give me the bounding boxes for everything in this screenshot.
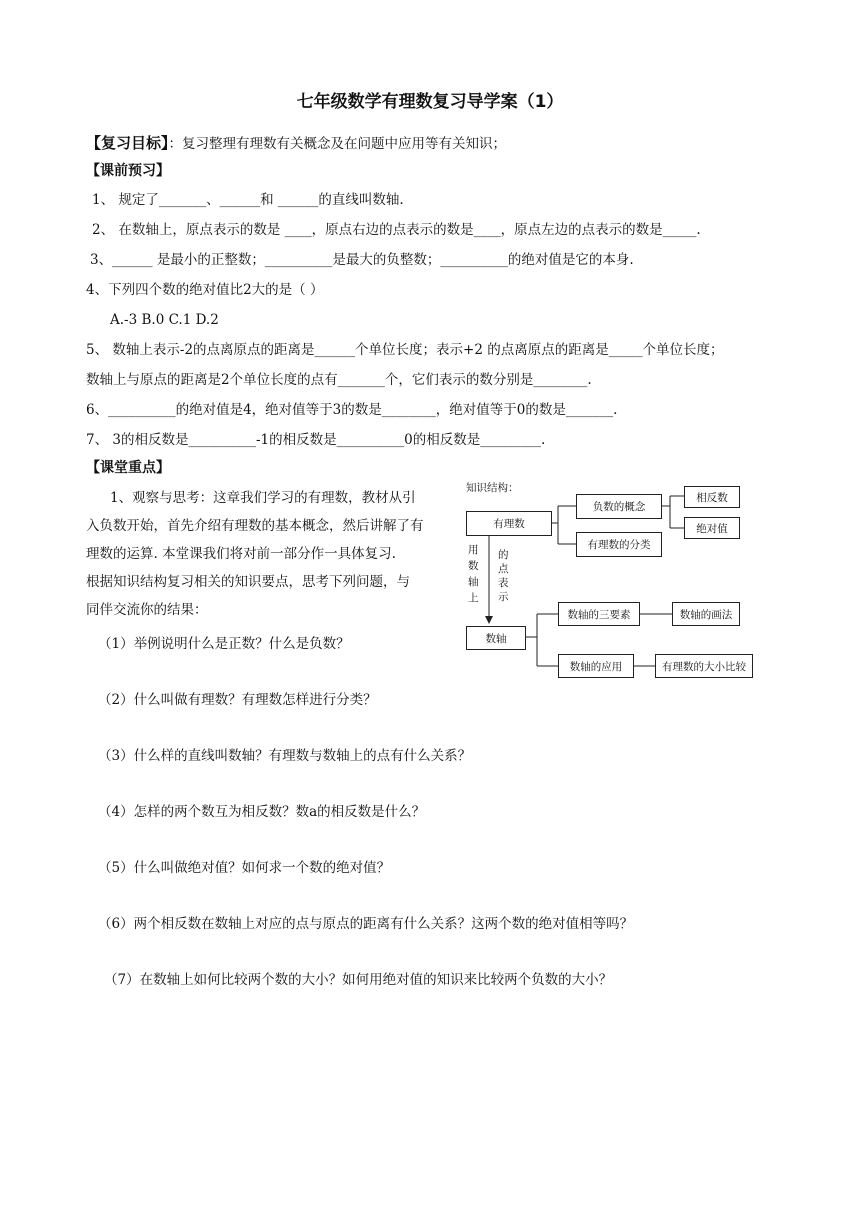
page-title: 七年级数学有理数复习导学案（1） bbox=[296, 92, 564, 112]
node-three-elements: 数轴的三要素 bbox=[558, 602, 640, 626]
node-size-comparison: 有理数的大小比较 bbox=[655, 654, 753, 678]
review-goal bbox=[86, 133, 506, 154]
node-negative-concept: 负数的概念 bbox=[576, 494, 662, 519]
classroom-para-line: 理数的运算. 本堂课我们将对前一部分作一具体复习. bbox=[86, 546, 396, 562]
classroom-para-line: 同伴交流你的结果： bbox=[86, 602, 208, 618]
question-2: （2）什么叫做有理数？有理数怎样进行分类？ bbox=[98, 692, 377, 708]
preview-heading: 【课前预习】 bbox=[86, 163, 170, 179]
classroom-para-line: 1、观察与思考：这章我们学习的有理数，教材从引 bbox=[110, 490, 416, 506]
preview-item-7: 7、 3的相反数是__________-1的相反数是__________0的相反数是_________. bbox=[86, 432, 546, 448]
question-3: （3）什么样的直线叫数轴？有理数与数轴上的点有什么关系？ bbox=[98, 748, 472, 764]
question-7: （7）在数轴上如何比较两个数的大小？如何用绝对值的知识来比较两个负数的大小？ bbox=[104, 972, 613, 988]
arrow-label-left: 用数轴上 bbox=[468, 544, 479, 604]
node-absolute-value: 绝对值 bbox=[684, 517, 740, 539]
classroom-para-line: 入负数开始，首先介绍有理数的基本概念，然后讲解了有 bbox=[86, 518, 424, 534]
node-axis-application: 数轴的应用 bbox=[558, 654, 634, 678]
node-rational-number: 有理数 bbox=[466, 511, 552, 536]
question-5: （5）什么叫做绝对值？如何求一个数的绝对值？ bbox=[98, 860, 391, 876]
preview-item-2: 2、 在数轴上，原点表示的数是 ____，原点右边的点表示的数是____，原点左边的点表示的数是_____. bbox=[92, 222, 701, 238]
preview-item-4: 4、下列四个数的绝对值比2大的是（ ） bbox=[86, 282, 324, 298]
preview-item-1: 1、 规定了_______、______和 ______的直线叫数轴. bbox=[92, 192, 404, 208]
node-axis-drawing: 数轴的画法 bbox=[672, 602, 740, 626]
question-1: （1）举例说明什么是正数？什么是负数？ bbox=[98, 636, 350, 652]
preview-item-5: 5、 数轴上表示-2的点离原点的距离是______个单位长度；表示+2 的点离原点的距离是_____个单位长度； bbox=[86, 342, 724, 358]
question-6: （6）两个相反数在数轴上对应的点与原点的距离有什么关系？这两个数的绝对值相等吗？ bbox=[98, 916, 634, 932]
preview-item-3: 3、______ 是最小的正整数；__________是最大的负整数；__________的绝对值是它的本身. bbox=[90, 252, 634, 268]
arrow-label-right: 的点表示 bbox=[498, 549, 509, 603]
node-opposite-number: 相反数 bbox=[684, 486, 740, 508]
knowledge-structure-diagram bbox=[462, 478, 760, 682]
review-goal-label: 【复习目标】 bbox=[86, 134, 169, 152]
question-4: （4）怎样的两个数互为相反数？数a的相反数是什么？ bbox=[98, 804, 426, 820]
preview-item-4-options: A.-3 B.0 C.1 D.2 bbox=[110, 312, 219, 328]
preview-item-6: 6、__________的绝对值是4，绝对值等于3的数是________，绝对值等于0的数是_______. bbox=[86, 402, 618, 418]
review-goal-text: ：复习整理有理数有关概念及在问题中应用等有关知识； bbox=[168, 136, 507, 152]
preview-item-5-cont: 数轴上与原点的距离是2个单位长度的点有_______个，它们表示的数分别是________. bbox=[86, 372, 592, 388]
diagram-caption: 知识结构： bbox=[466, 482, 519, 494]
classroom-heading: 【课堂重点】 bbox=[86, 460, 170, 476]
node-classification: 有理数的分类 bbox=[576, 532, 662, 557]
classroom-para-line: 根据知识结构复习相关的知识要点，思考下列问题，与 bbox=[86, 574, 410, 590]
node-number-axis: 数轴 bbox=[466, 626, 526, 650]
